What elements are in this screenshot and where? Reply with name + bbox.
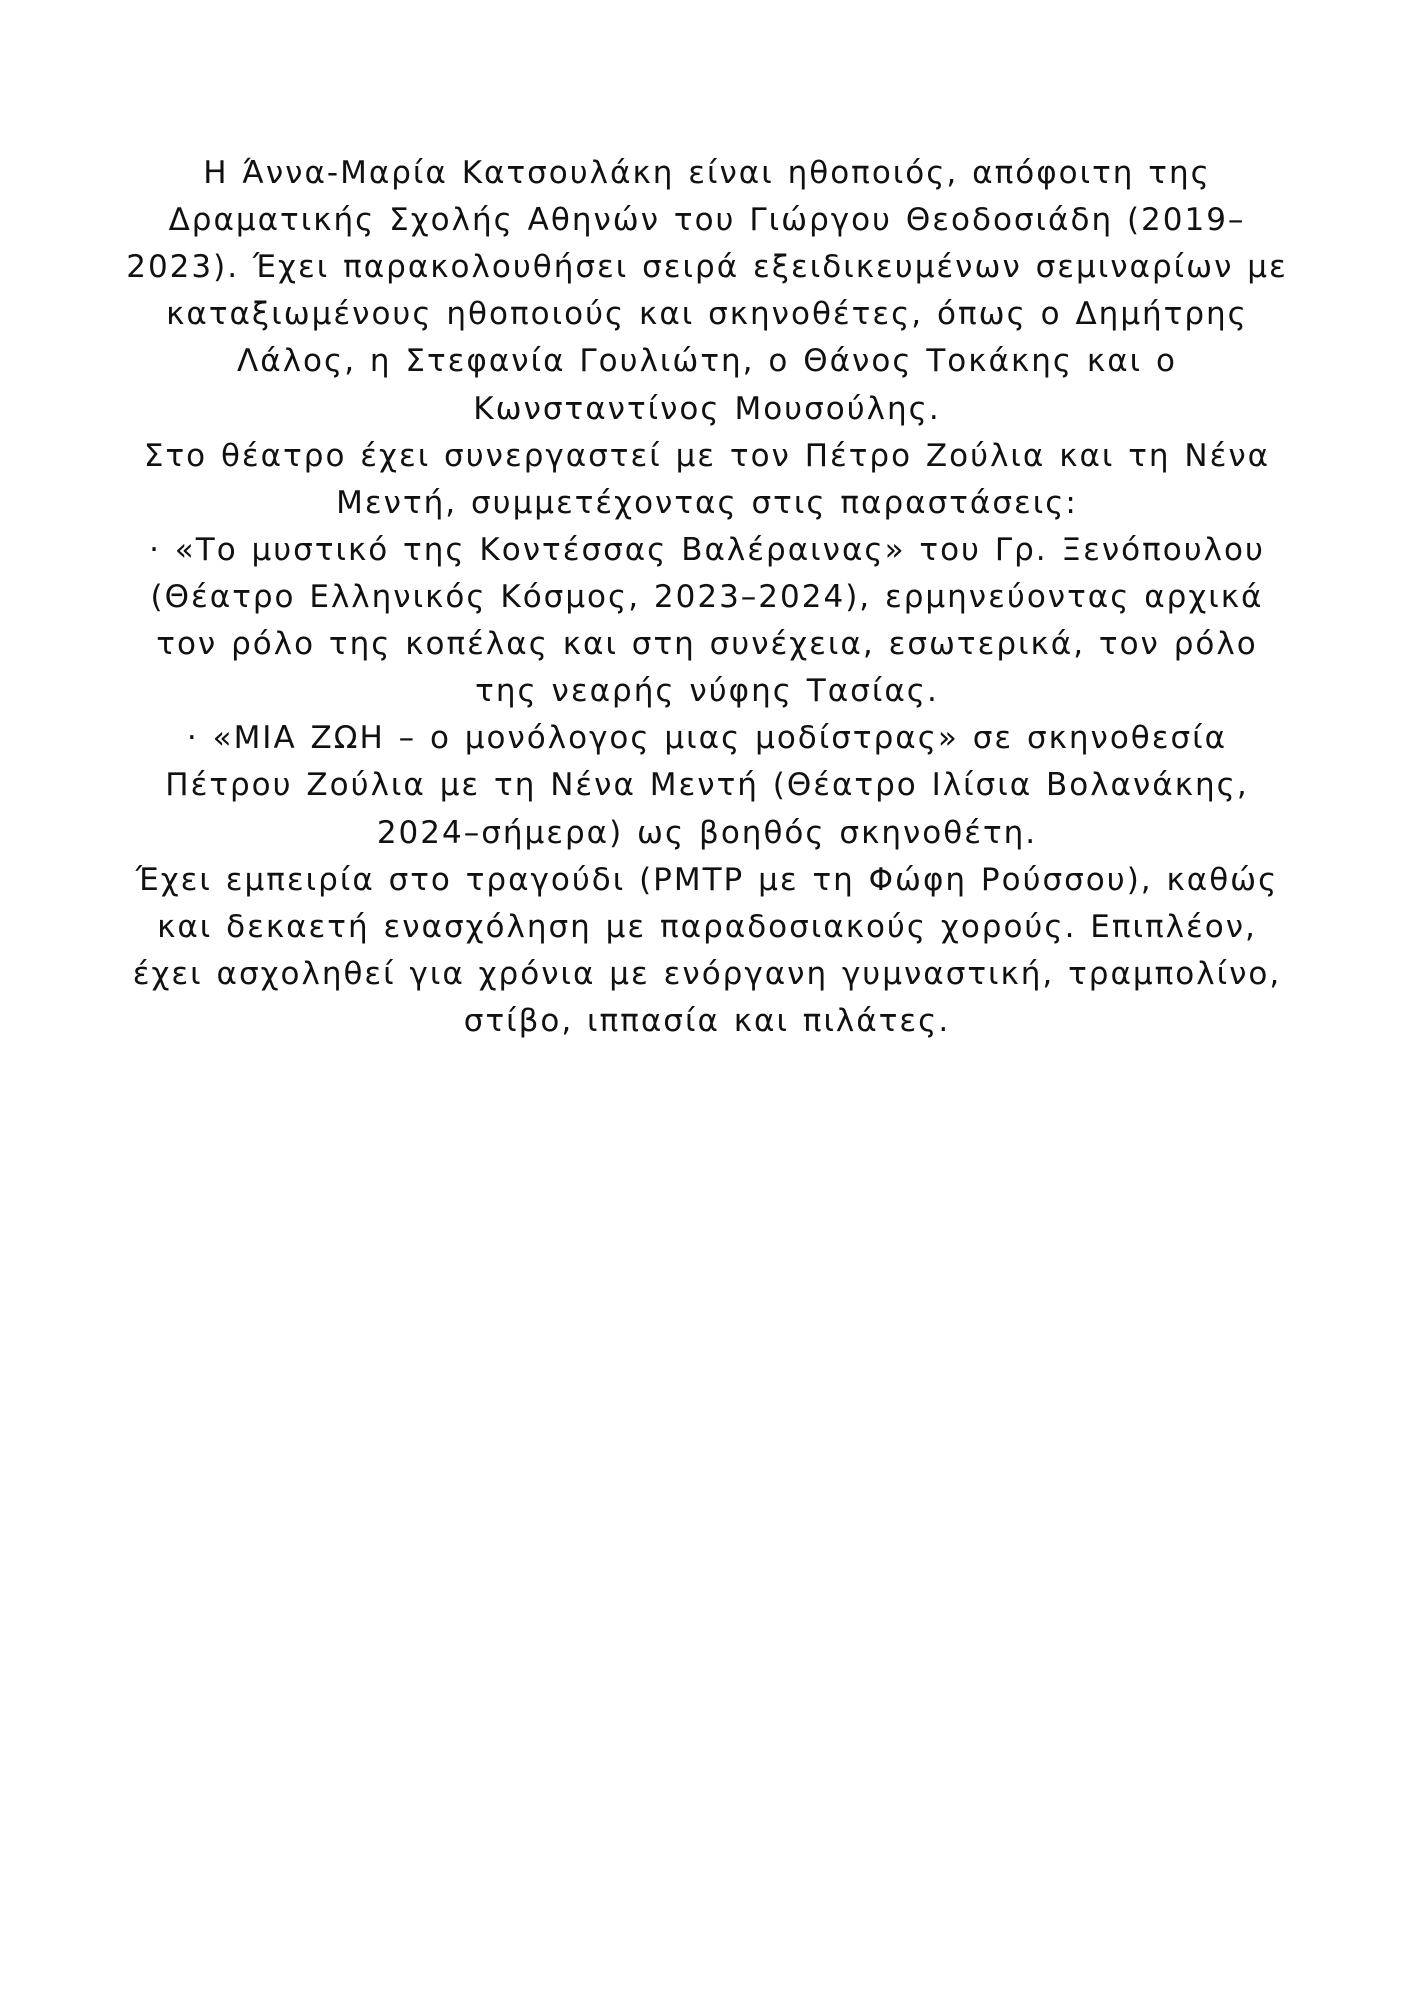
bio-paragraph-3: · «Το μυστικό της Κοντέσσας Βαλέραινας» του Γρ. Ξενόπουλου (Θέατρο Ελληνικός Κόσμος, 2023–2024), ερμηνεύοντας αρχικά τον ρόλο της κοπέλας και στη συνέχεια, εσωτερικά, τον ρόλο της νεαρής νύφης Τασίας. <box>149 531 1265 710</box>
biography-text-block <box>120 150 1294 1045</box>
bio-paragraph-1: Η Άννα-Μαρία Κατσουλάκη είναι ηθοποιός, απόφοιτη της Δραματικής Σχολής Αθηνών του Γιώργου Θεοδοσιάδη (2019–2023). Έχει παρακολουθήσει σειρά εξειδικευμένων σεμιναρίων με καταξιωμένους ηθοποιούς και σκηνοθέτες, όπως ο Δημήτρης Λάλος, η Στεφανία Γουλιώτη, ο Θάνος Τοκάκης και ο Κωνσταντίνος Μουσούλης. <box>126 155 1288 427</box>
bio-paragraph-2: Στο θέατρο έχει συνεργαστεί με τον Πέτρο Ζούλια και τη Νένα Μεντή, συμμετέχοντας στις παραστάσεις: <box>143 437 1271 521</box>
bio-paragraph-4: · «ΜΙΑ ΖΩΗ – ο μονόλογος μιας μοδίστρας» σε σκηνοθεσία Πέτρου Ζούλια με τη Νένα Μεντή (Θέατρο Ιλίσια Βολανάκης, 2024–σήμερα) ως βοηθός σκηνοθέτη. <box>165 720 1249 851</box>
bio-paragraph-5: Έχει εμπειρία στο τραγούδι (PMTP με τη Φώφη Ρούσσου), καθώς και δεκαετή ενασχόληση με παραδοσιακούς χορούς. Επιπλέον, έχει ασχοληθεί για χρόνια με ενόργανη γυμναστική, τραμπολίνο, στίβο, ιππασία και πιλάτες. <box>132 861 1282 1039</box>
